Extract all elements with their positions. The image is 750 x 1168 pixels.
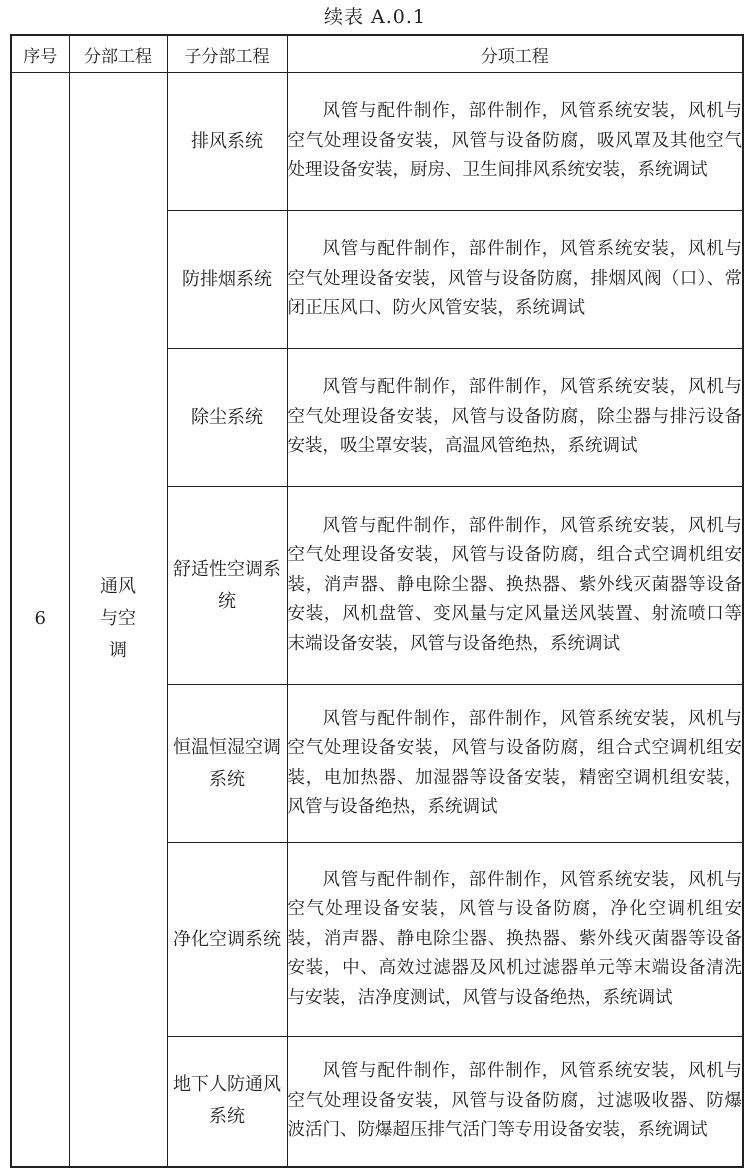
items-text: 风管与配件制作，部件制作，风管系统安装，风机与空气处理设备安装，风管与设备防腐，净化空调机组安装，消声器、静电除尘器、换热器、紫外线灭菌器等设备安装，中、高效过滤器及风机过滤器单元等末端设备清洗与安装，洁净度测试，风管与设备绝热，系统调试 (287, 869, 742, 1008)
items-cell (287, 1037, 743, 1167)
items-cell (287, 843, 743, 1037)
division-cell (69, 73, 167, 1167)
items-text: 风管与配件制作，部件制作，风管系统安装，风机与空气处理设备安装，风管与设备防腐，吸风罩及其他空气处理设备安装，厨房、卫生间排风系统安装，系统调试 (287, 101, 742, 181)
subdivision-cell: 地下人防通风系统 (167, 1037, 287, 1167)
col-header-subdivision: 子分部工程 (167, 35, 287, 73)
items-cell (287, 211, 743, 349)
items-text: 风管与配件制作，部件制作，风管系统安装，风机与空气处理设备安装，风管与设备防腐，组合式空调机组安装，电加热器、加湿器等设备安装，精密空调机组安装，风管与设备绝热，系统调试 (287, 708, 742, 817)
subdivision-cell: 排风系统 (167, 73, 287, 211)
subdivision-cell: 舒适性空调系统 (167, 487, 287, 685)
subdivision-cell: 防排烟系统 (167, 211, 287, 349)
division-label: 通风与空调 (99, 576, 136, 662)
items-cell (287, 685, 743, 843)
table-row (11, 73, 743, 211)
items-text: 风管与配件制作，部件制作，风管系统安装，风机与空气处理设备安装，风管与设备防腐，除尘器与排污设备安装，吸尘罩安装，高温风管绝热，系统调试 (287, 377, 742, 457)
subdivision-cell: 除尘系统 (167, 349, 287, 487)
items-text: 风管与配件制作，部件制作，风管系统安装，风机与空气处理设备安装，风管与设备防腐，过滤吸收器、防爆波活门、防爆超压排气活门等专用设备安装，系统调试 (287, 1061, 742, 1140)
items-text: 风管与配件制作，部件制作，风管系统安装，风机与空气处理设备安装，风管与设备防腐，组合式空调机组安装，消声器、静电除尘器、换热器、紫外线灭菌器等设备安装，风机盘管、变风量与定风量送风装置、射流喷口等末端设备安装，风管与设备绝热，系统调试 (287, 515, 742, 654)
seq-cell: 6 (11, 73, 69, 1167)
header-row (11, 35, 743, 73)
items-cell (287, 73, 743, 211)
col-header-items: 分项工程 (287, 35, 743, 73)
items-cell (287, 349, 743, 487)
col-header-seq: 序号 (11, 35, 69, 73)
col-header-division: 分部工程 (69, 35, 167, 73)
division-table (10, 34, 744, 1168)
subdivision-cell: 净化空调系统 (167, 843, 287, 1037)
items-cell (287, 487, 743, 685)
subdivision-cell: 恒温恒湿空调系统 (167, 685, 287, 843)
items-text: 风管与配件制作，部件制作，风管系统安装，风机与空气处理设备安装，风管与设备防腐，排烟风阀（口）、常闭正压风口、防火风管安装，系统调试 (287, 239, 742, 319)
table-caption: 续表 A.0.1 (323, 6, 427, 28)
